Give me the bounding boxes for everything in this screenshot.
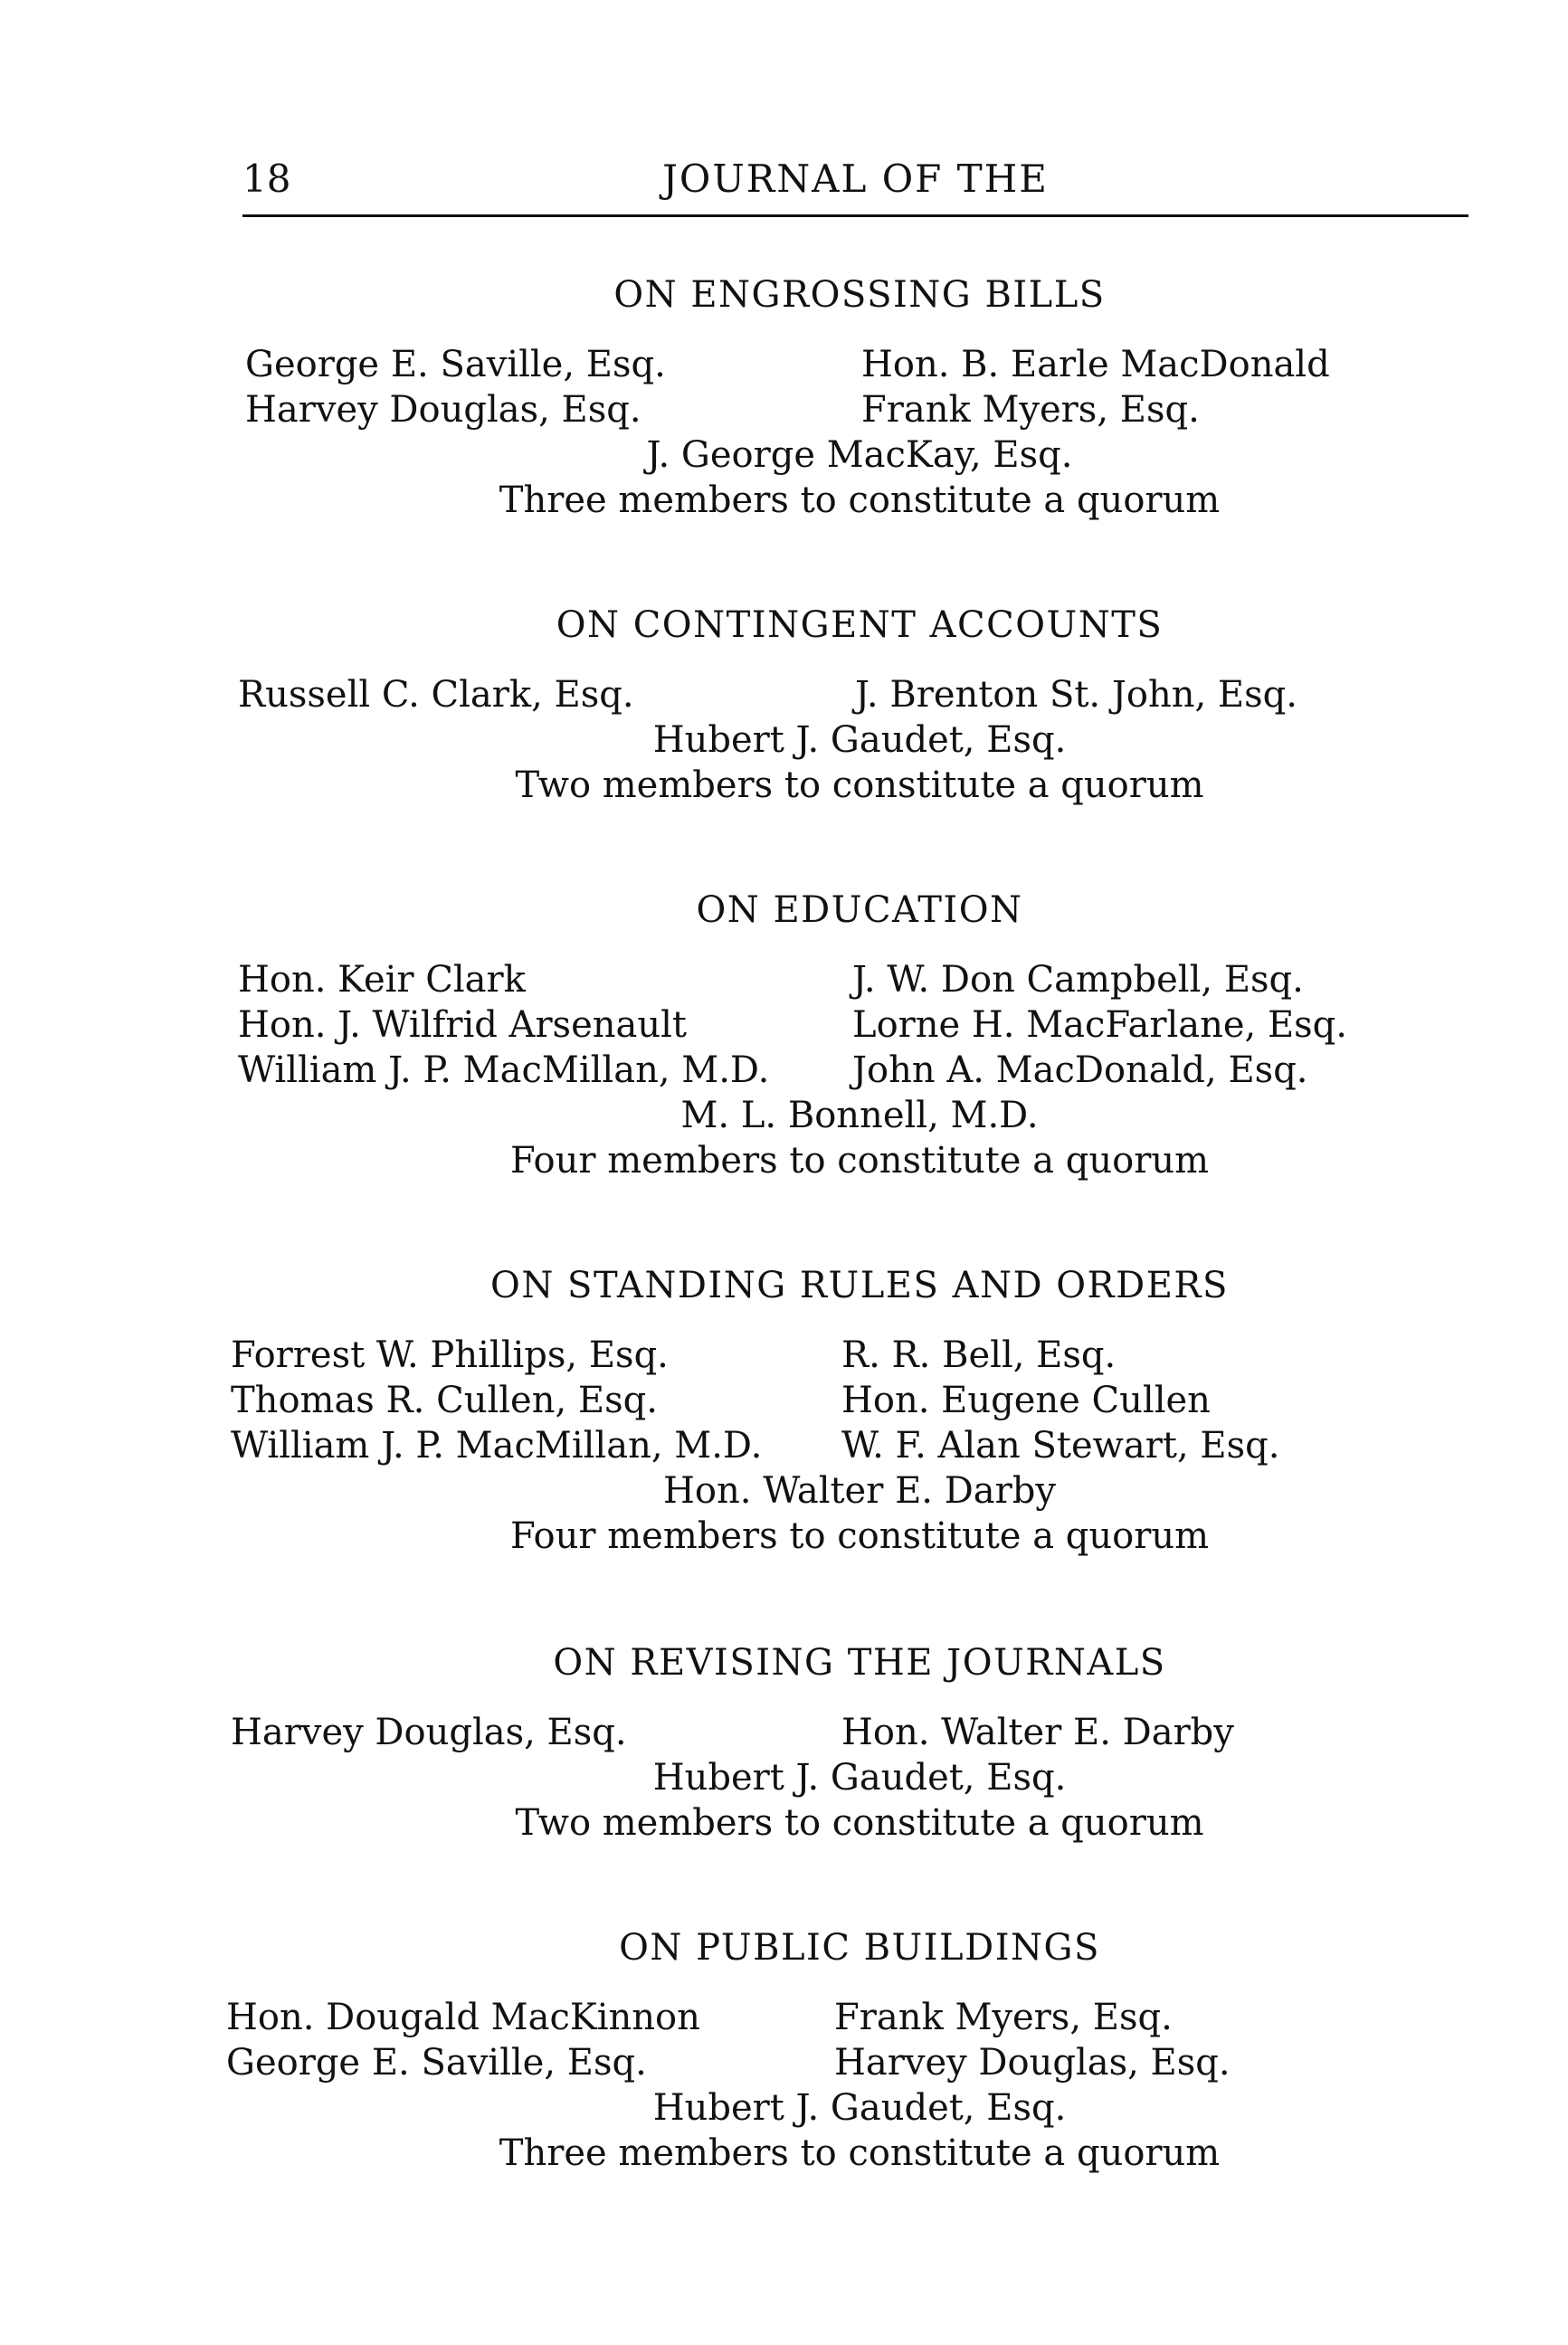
member-name: W. F. Alan Stewart, Esq. (841, 1425, 1280, 1467)
quorum-note: Four members to constitute a quorum (509, 1140, 1210, 1182)
member-name: J. George MacKay, Esq. (646, 434, 1073, 476)
member-row (222, 672, 1371, 717)
member-row (222, 2040, 1371, 2085)
quorum-note: Three members to constitute a quorum (499, 479, 1221, 521)
member-name: Harvey Douglas, Esq. (231, 1712, 627, 1753)
quorum-note: Two members to constitute a quorum (515, 1802, 1204, 1844)
member-name: Thomas R. Cullen, Esq. (231, 1380, 658, 1421)
section-public-buildings (222, 1924, 1371, 2176)
member-name: M. L. Bonnell, M.D. (680, 1095, 1039, 1136)
member-row (222, 1710, 1371, 1755)
member-row (222, 957, 1371, 1002)
member-row (222, 387, 1371, 432)
member-name: Harvey Douglas, Esq. (834, 2042, 1231, 2084)
member-name: J. Brenton St. John, Esq. (855, 674, 1297, 716)
member-name: Hon. Eugene Cullen (841, 1380, 1211, 1421)
section-engrossing-bills (222, 271, 1371, 523)
member-name: William J. P. MacMillan, M.D. (238, 1049, 770, 1091)
quorum-note: Two members to constitute a quorum (515, 764, 1204, 806)
member-name: Lorne H. MacFarlane, Esq. (852, 1004, 1347, 1046)
member-row (222, 1995, 1371, 2040)
member-name: Forrest W. Phillips, Esq. (231, 1334, 669, 1376)
member-name: George E. Saville, Esq. (245, 344, 666, 385)
member-name: Hubert J. Gaudet, Esq. (652, 1757, 1067, 1799)
running-header (242, 154, 1468, 208)
running-title: JOURNAL OF THE (662, 157, 1049, 201)
member-row (222, 1002, 1371, 1048)
member-name: Hon. Dougald MacKinnon (226, 1997, 700, 2038)
section-revising-journals (222, 1639, 1371, 1846)
page-number: 18 (242, 157, 291, 201)
section-title: ON CONTINGENT ACCOUNTS (556, 604, 1164, 646)
member-name: Hubert J. Gaudet, Esq. (652, 719, 1067, 761)
member-name: John A. MacDonald, Esq. (852, 1049, 1308, 1091)
member-name: R. R. Bell, Esq. (841, 1334, 1117, 1376)
member-row (222, 1333, 1371, 1378)
section-standing-rules-orders (222, 1262, 1371, 1559)
member-name: George E. Saville, Esq. (226, 2042, 647, 2084)
member-name: Hon. Walter E. Darby (663, 1470, 1056, 1512)
member-row (222, 1378, 1371, 1423)
section-title: ON ENGROSSING BILLS (613, 274, 1106, 316)
member-name: Hon. J. Wilfrid Arsenault (238, 1004, 687, 1046)
member-name: William J. P. MacMillan, M.D. (231, 1425, 763, 1467)
member-name: Russell C. Clark, Esq. (238, 674, 634, 716)
section-contingent-accounts (222, 602, 1371, 808)
member-row (222, 342, 1371, 387)
member-row (222, 1048, 1371, 1093)
member-name: J. W. Don Campbell, Esq. (852, 959, 1304, 1001)
quorum-note: Three members to constitute a quorum (499, 2132, 1221, 2174)
quorum-note: Four members to constitute a quorum (509, 1515, 1210, 1557)
section-title: ON REVISING THE JOURNALS (553, 1642, 1166, 1684)
member-name: Frank Myers, Esq. (861, 389, 1200, 431)
member-name: Frank Myers, Esq. (834, 1997, 1173, 2038)
member-name: Hubert J. Gaudet, Esq. (652, 2087, 1067, 2129)
member-name: Hon. Keir Clark (238, 959, 526, 1001)
section-title: ON STANDING RULES AND ORDERS (490, 1265, 1229, 1306)
section-title: ON PUBLIC BUILDINGS (619, 1927, 1100, 1969)
member-row (222, 1423, 1371, 1468)
section-education (222, 887, 1371, 1183)
member-name: Harvey Douglas, Esq. (245, 389, 641, 431)
member-name: Hon. Walter E. Darby (841, 1712, 1234, 1753)
member-name: Hon. B. Earle MacDonald (861, 344, 1330, 385)
header-rule (242, 214, 1468, 217)
section-title: ON EDUCATION (696, 889, 1023, 931)
